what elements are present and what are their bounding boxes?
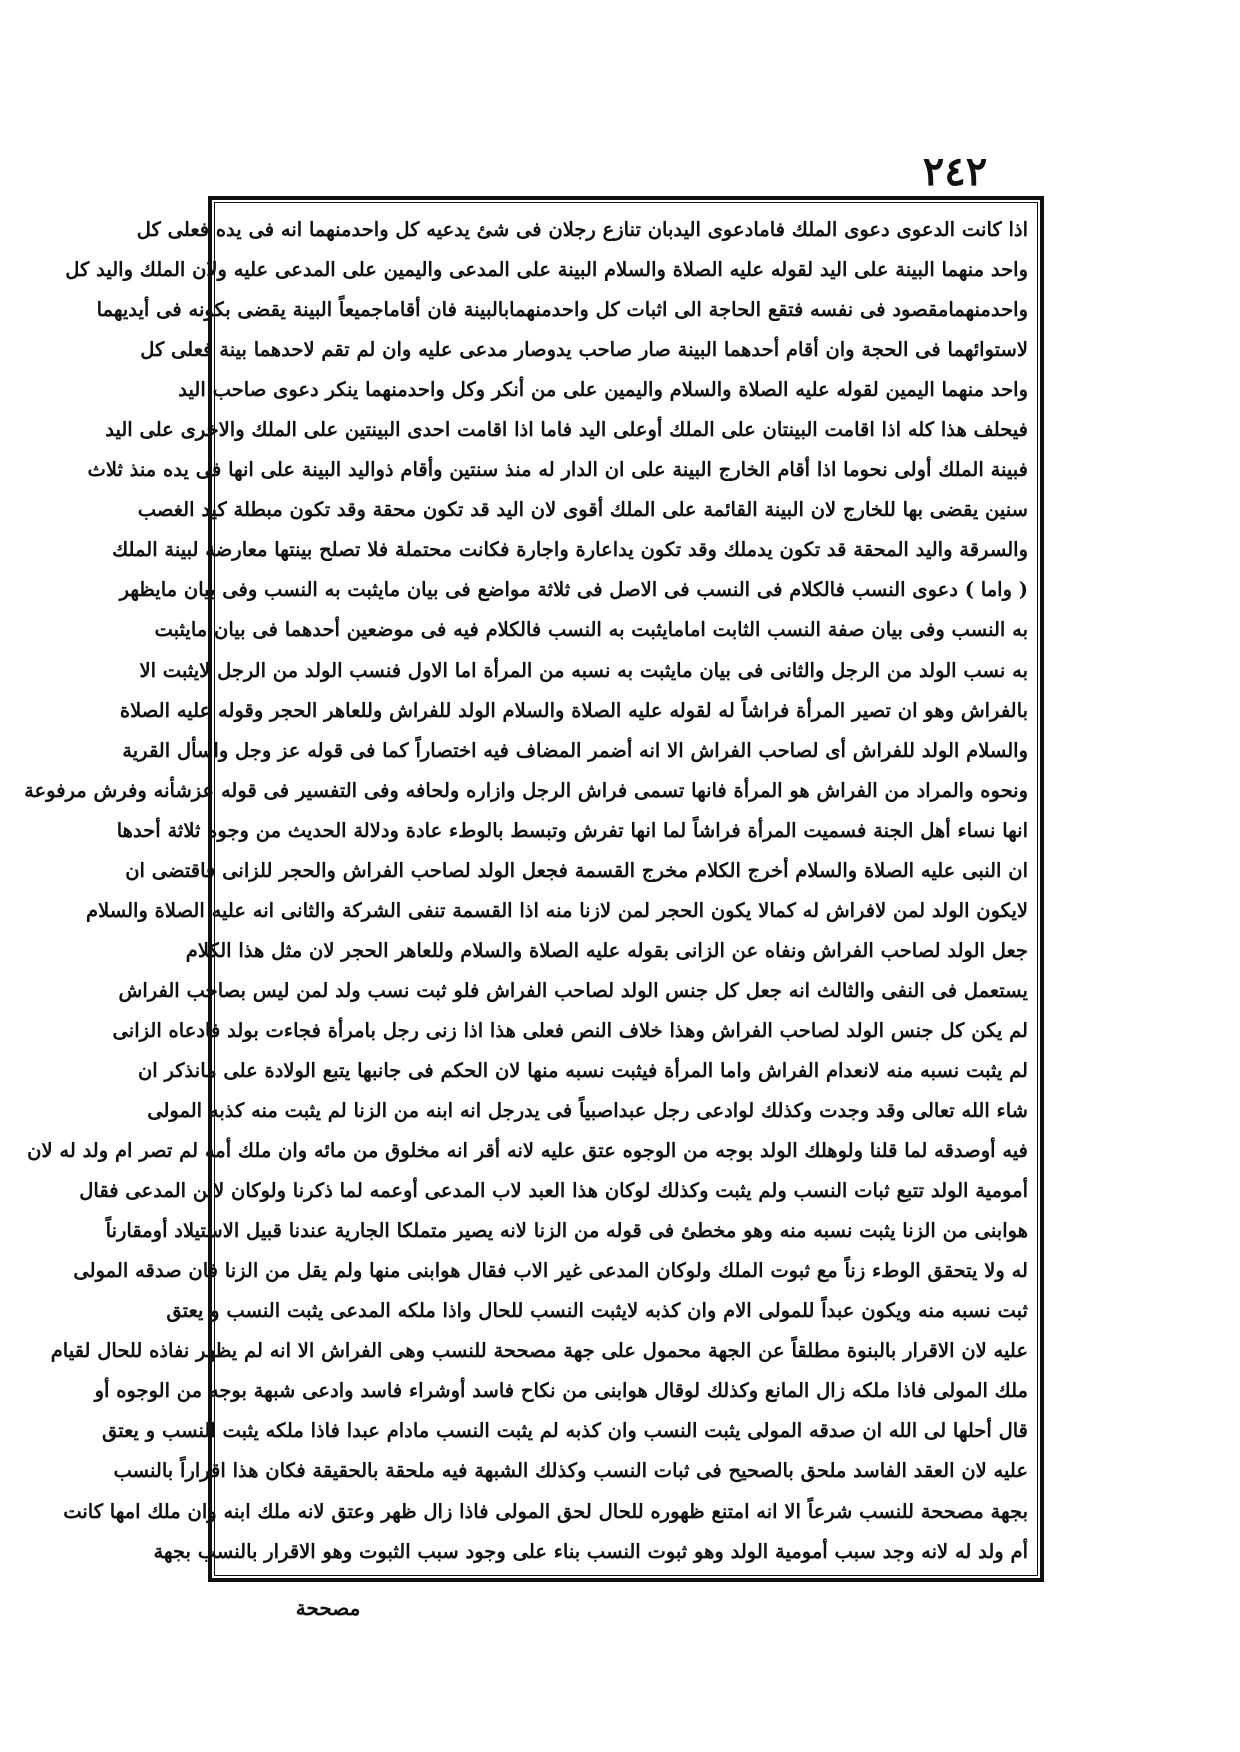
text-line: لاستوائهما فى الحجة وان أقام أحدهما البينة صار صاحب يدوصار مدعى عليه وان لم تقم لاحدهما بينة فعلى كل [140,338,1028,362]
text-line: هوابنى من الزنا يثبت نسبه منه وهو مخطئ فى قوله من الزنا لانه يصير متملكا الجارية عندنا قبيل الاستيلاد أومقارناً [105,1219,1028,1243]
text-line: واحدمنهمامقصود فى نفسه فتقع الحاجة الى اثبات كل واحدمنهمابالبينة فان أقاماجميعاً البينة يقضى بكونه فى أيديهما [96,298,1028,322]
text-line: جعل الولد لصاحب الفراش ونفاه عن الزانى بقوله عليه الصلاة والسلام وللعاهر الحجر لان مثل هذا الكلام [185,938,1028,962]
text-line: انها نساء أهل الجنة فسميت المرأة فراشاً لما انها تفرش وتبسط بالوطء عادة ودلالة الحديث من وجوه ثلاثة أحدها [116,818,1028,842]
text-line: ( واما ) دعوى النسب فالكلام فى النسب فى الاصل فى ثلاثة مواضع فى بيان مايثبت به النسب وفى بيان مايظهر [119,578,1028,602]
text-line: فبينة الملك أولى نحوما اذا أقام الخارج البينة على ان الدار له منذ سنتين وأقام ذواليد البينة على انها فى يده منذ ثلاث [87,458,1028,482]
text-line: بالفراش وهو ان تصير المرأة فراشاً له لقوله عليه الصلاة والسلام الولد للفراش وللعاهر الحجر وقوله عليه الصلاة [119,698,1028,722]
text-line: شاء الله تعالى وقد وجدت وكذلك لوادعى رجل عبداصبياً فى يدرجل انه ابنه من الزنا لم يثبت منه كذبه المولى [147,1099,1028,1123]
text-line: قال أحلها لى الله ان صدقه المولى يثبت النسب وان كذبه لم يثبت النسب مادام عبدا فاذا ملكه يثبت النسب و يعتق [101,1419,1028,1443]
text-line: به نسب الولد من الرجل والثانى فى بيان مايثبت به نسبه من المرأة اما الاول فنسب الولد من الرجل لايثبت الا [139,658,1028,682]
text-line: بجهة مصححة للنسب شرعاً الا انه امتنع ظهوره للحال لحق المولى فاذا زال ظهر وعتق لانه ملك ابنه وان ملك امها كانت [63,1499,1028,1523]
text-line: لم يثبت نسبه منه لانعدام الفراش واما المرأة فيثبت نسبه منها لان الحكم فى جانبها يتبع الولادة على مانذكر ان [137,1058,1028,1082]
text-line: ونحوه والمراد من الفراش هو المرأة فانها تسمى فراش الرجل وازاره ولحافه وفى التفسير فى قوله عزشأنه وفرش مرفوعة [24,778,1028,802]
text-line: لم يكن كل جنس الولد لصاحب الفراش وهذا خلاف النص فعلى هذا اذا زنى رجل بامرأة فجاءت بولد فادعاه الزانى [112,1018,1028,1042]
text-line: ملك المولى فاذا ملكه زال المانع وكذلك لوقال هوابنى من نكاح فاسد أوشراء فاسد وادعى شبهة بوجه من الوجوه أو [94,1379,1028,1403]
text-line: عليه لان العقد الفاسد ملحق بالصحيح فى ثبات النسب وكذلك الشبهة فيه ملحقة بالحقيقة فكان هذا اقراراً بالنسب [113,1459,1028,1483]
text-line: فيه أوصدقه لما قلنا ولوهلك الولد بوجه من الوجوه عتق عليه لانه أقر انه مخلوق من مائه وان ملك أمه لم تصر ام ولد له لان [27,1139,1028,1163]
text-line: ان النبى عليه الصلاة والسلام أخرج الكلام مخرج القسمة فجعل الولد لصاحب الفراش والحجر للزانى فاقتضى ان [125,858,1028,882]
text-line: فيحلف هذا كله اذا اقامت البينتان على الملك أوعلى اليد فاما اذا اقامت احدى البينتين على الملك والاخرى على اليد [105,418,1028,442]
text-line: واحد منهما البينة على اليد لقوله عليه الصلاة والسلام البينة على المدعى واليمين على المدعى عليه ولان الملك واليد كل [65,258,1028,282]
text-line: له ولا يتحقق الوطء زناً مع ثبوت الملك ولوكان المدعى غير الاب فقال هوابنى منها ولم يقل من الزنا فان صدقه المولى [73,1259,1028,1283]
text-line: والسلام الولد للفراش أى لصاحب الفراش الا انه أضمر المضاف فيه اختصاراً كما فى قوله عز وجل واسأل القرية [122,738,1028,762]
text-line: واحد منهما اليمين لقوله عليه الصلاة والسلام واليمين على من أنكر وكل واحدمنهما ينكر دعوى صاحب اليد [178,378,1028,402]
catchword: مصححة [295,1596,361,1620]
text-line: به النسب وفى بيان صفة النسب الثابت امامايثبت به النسب فالكلام فيه فى موضعين أحدهما فى بيان مايثبت [154,618,1028,642]
text-line: ثبت نسبه منه ويكون عبداً للمولى الام وان كذبه لايثبت النسب للحال واذا ملكه المدعى يثبت النسب و يعتق [166,1299,1028,1323]
text-line: سنين يقضى بها للخارج لان البينة القائمة على الملك أقوى لان اليد قد تكون محقة وقد تكون مبطلة كيد الغصب [137,498,1028,522]
text-line: اذا كانت الدعوى دعوى الملك فامادعوى اليدبان تنازع رجلان فى شئ يدعيه كل واحدمنهما انه فى يده فعلى كل [136,218,1028,241]
page-number: ٢٤٢ [922,148,988,195]
text-line: عليه لان الاقرار بالبنوة مطلقاً عن الجهة محمول على جهة مصححة للنسب وهى الفراش الا انه لم يظهر نفاذه للحال لقيام [50,1339,1028,1363]
text-line: يستعمل فى النفى والثالث انه جعل كل جنس الولد لصاحب الفراش فلو ثبت نسب ولد لمن ليس بصاحب الفراش [118,978,1028,1002]
text-line: والسرقة واليد المحقة قد تكون يدملك وقد تكون يداعارة واجارة فكانت محتملة فلا تصلح بينتها معارضة لبينة الملك [112,538,1028,562]
text-block [24,210,1028,1572]
text-line: لايكون الولد لمن لافراش له كمالا يكون الحجر لمن لازنا منه اذا القسمة تنفى الشركة والثانى انه عليه الصلاة والسلام [86,898,1028,922]
text-line: أم ولد له لانه وجد سبب أمومية الولد وهو ثبوت النسب بناء على وجود سبب الثبوت وهو الاقرار بالنسب بجهة [153,1539,1028,1563]
text-line: أمومية الولد تتبع ثبات النسب ولم يثبت وكذلك لوكان هذا العبد لاب المدعى أوعمه لما ذكرنا ولوكان لابن المدعى فقال [79,1179,1028,1203]
